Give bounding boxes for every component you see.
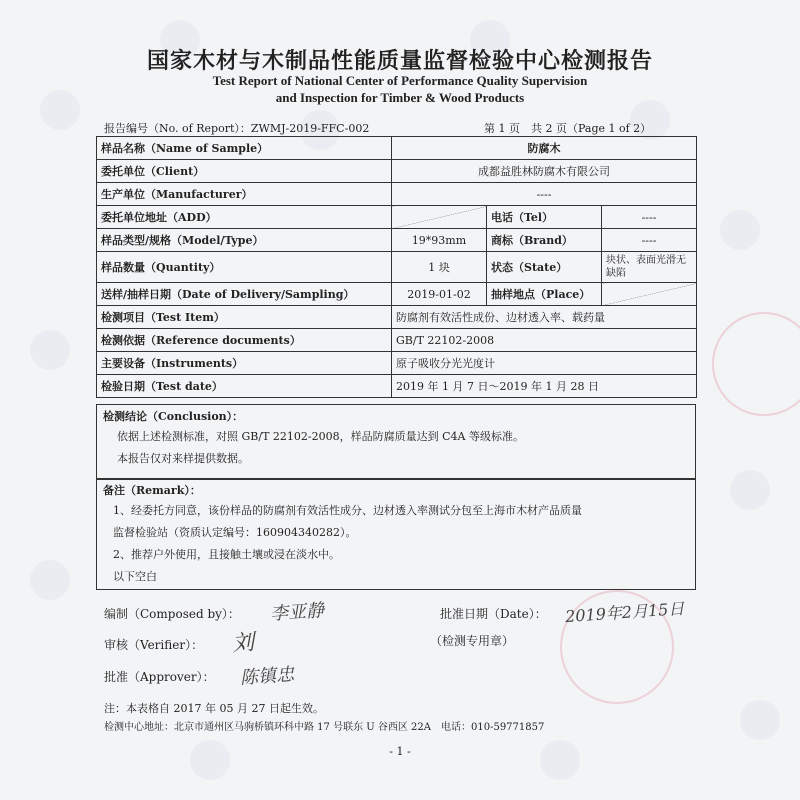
report-title-en-line2: and Inspection for Timber & Wood Products xyxy=(275,90,525,105)
address-label: 委托单位地址（ADD） xyxy=(97,206,392,229)
remark-body xyxy=(113,501,695,587)
verifier-label: 审核（Verifier）： xyxy=(104,638,204,652)
brand-label: 商标（Brand） xyxy=(487,229,602,252)
sample-name-value: 防腐木 xyxy=(392,137,697,160)
watermark-logo xyxy=(740,700,780,740)
table-row xyxy=(97,252,697,283)
client-value: 成都益胜林防腐木有限公司 xyxy=(392,160,697,183)
table-row xyxy=(97,352,697,375)
quantity-value: 1 块 xyxy=(392,252,487,283)
conclusion-line-2: 本报告仅对来样提供数据。 xyxy=(117,452,249,465)
footer-note: 注：本表格自 2017 年 05 月 27 日起生效。 xyxy=(104,702,324,715)
state-value: 块状、表面光滑无缺陷 xyxy=(602,252,697,283)
quantity-label: 样品数量（Quantity） xyxy=(97,252,392,283)
model-label: 样品类型/规格（Model/Type） xyxy=(97,229,392,252)
footer-address: 检测中心地址：北京市通州区马驹桥镇环科中路 17 号联东 U 谷西区 22A 电话：010-59771857 xyxy=(104,722,545,733)
composed-by-label: 编制（Composed by）： xyxy=(104,607,240,621)
instruments-label: 主要设备（Instruments） xyxy=(97,352,392,375)
table-row xyxy=(97,160,697,183)
remark-section xyxy=(96,478,696,590)
conclusion-line-1: 依据上述检测标准，对照 GB/T 22102-2008，样品防腐质量达到 C4A 等级标准。 xyxy=(117,430,524,443)
official-seal-stamp xyxy=(712,312,800,416)
brand-value: ---- xyxy=(602,229,697,252)
state-label: 状态（State） xyxy=(487,252,602,283)
conclusion-label: 检测结论（Conclusion）： xyxy=(103,410,244,423)
test-date-label: 检验日期（Test date） xyxy=(97,375,392,398)
approver-signature: 陈镇忠 xyxy=(239,664,295,689)
manufacturer-value: ---- xyxy=(392,183,697,206)
model-value: 19*93mm xyxy=(392,229,487,252)
table-row xyxy=(97,229,697,252)
instruments-value: 原子吸收分光光度计 xyxy=(392,352,697,375)
approver-label: 批准（Approver）： xyxy=(104,670,215,684)
delivery-value: 2019-01-02 xyxy=(392,283,487,306)
conclusion-section xyxy=(96,404,696,480)
conclusion-body xyxy=(117,427,695,469)
report-title-en-line1: Test Report of National Center of Performance Quality Supervision xyxy=(212,73,588,88)
approval-date-label: 批准日期（Date）： xyxy=(440,607,547,621)
manufacturer-label: 生产单位（Manufacturer） xyxy=(97,183,392,206)
remark-line-3: 2、推荐户外使用，且接触土壤或浸在淡水中。 xyxy=(113,548,340,561)
delivery-label: 送样/抽样日期（Date of Delivery/Sampling） xyxy=(97,283,392,306)
table-row xyxy=(97,283,697,306)
page-number: - 1 - xyxy=(389,745,411,758)
watermark-logo xyxy=(30,330,70,370)
table-row xyxy=(97,206,697,229)
place-label: 抽样地点（Place） xyxy=(487,283,602,306)
reference-label: 检测依据（Reference documents） xyxy=(97,329,392,352)
remark-line-4: 以下空白 xyxy=(113,570,157,583)
report-number: 报告编号（No. of Report）：ZWMJ-2019-FFC-002 xyxy=(104,122,370,135)
remark-line-1: 1、经委托方同意，该份样品的防腐剂有效活性成分、边材透入率测试分包至上海市木材产品质量 xyxy=(113,504,582,517)
sample-info-table xyxy=(96,136,697,398)
test-item-label: 检测项目（Test Item） xyxy=(97,306,392,329)
tel-label: 电话（Tel） xyxy=(487,206,602,229)
table-row xyxy=(97,306,697,329)
sample-name-label: 样品名称（Name of Sample） xyxy=(97,137,392,160)
seal-caption: （检测专用章） xyxy=(430,634,515,648)
report-title-en xyxy=(0,72,800,106)
address-value-empty xyxy=(392,206,487,229)
watermark-logo xyxy=(720,210,760,250)
test-item-value: 防腐剂有效活性成份、边材透入率、载药量 xyxy=(392,306,697,329)
tel-value: ---- xyxy=(602,206,697,229)
watermark-logo xyxy=(30,560,70,600)
report-title-zh: 国家木材与木制品性能质量监督检验中心检测报告 xyxy=(146,49,653,74)
place-value xyxy=(602,283,697,306)
client-label: 委托单位（Client） xyxy=(97,160,392,183)
table-row xyxy=(97,183,697,206)
remark-line-2: 监督检验站（资质认定编号：160904340282）。 xyxy=(113,526,357,539)
table-row xyxy=(97,137,697,160)
approval-date-signature: 2019年2月15日 xyxy=(564,598,685,627)
test-date-value: 2019 年 1 月 7 日～2019 年 1 月 28 日 xyxy=(392,375,697,398)
table-row xyxy=(97,329,697,352)
verifier-signature: 刘 xyxy=(231,630,256,657)
table-row xyxy=(97,375,697,398)
remark-label: 备注（Remark）： xyxy=(103,484,201,497)
reference-value: GB/T 22102-2008 xyxy=(392,329,697,352)
page-info: 第 1 页 共 2 页（Page 1 of 2） xyxy=(484,122,652,135)
watermark-logo xyxy=(730,470,770,510)
composed-by-signature: 李亚静 xyxy=(269,600,325,625)
